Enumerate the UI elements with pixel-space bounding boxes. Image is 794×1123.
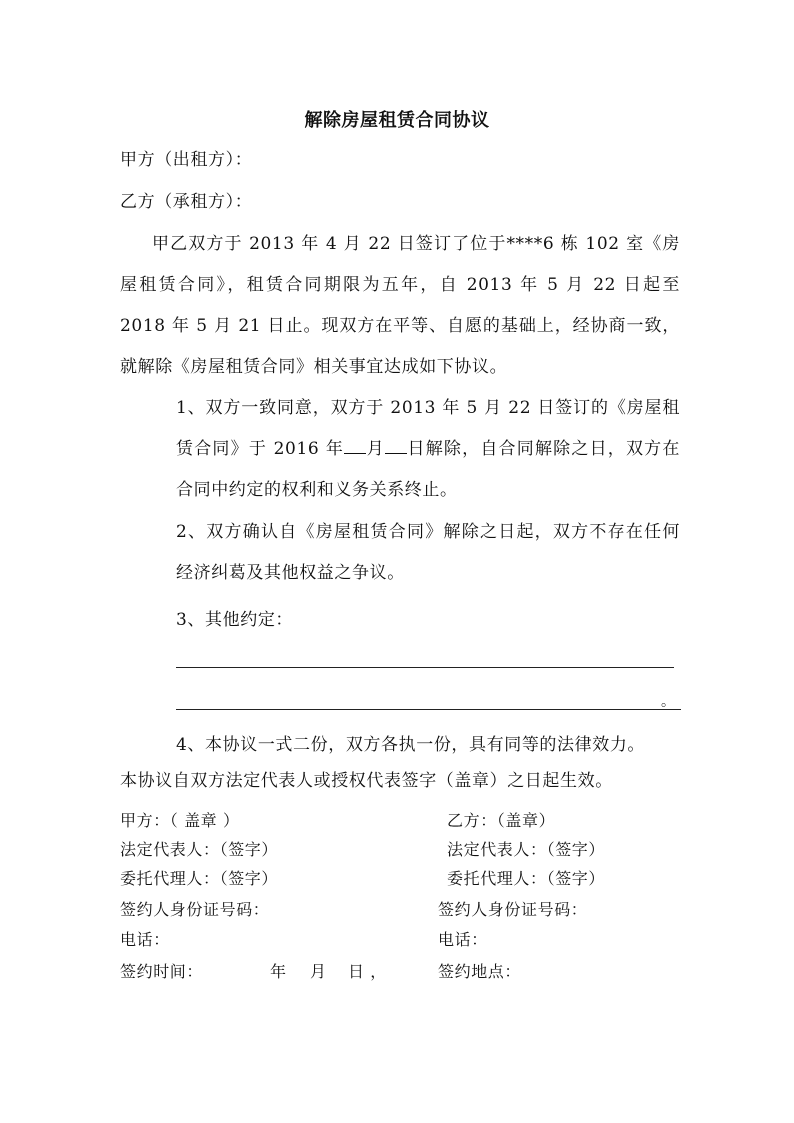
- day-blank[interactable]: [385, 439, 407, 454]
- clause-1-text-a: 1、双方一致同意，双方于 2013 年 5 月 22 日签订的《房屋租赁合同》于 2016 年: [176, 398, 680, 459]
- party-b-id-number: 签约人身份证号码：: [438, 900, 588, 919]
- clause-4: 4、本协议一式二份，双方各执一份，具有同等的法律效力。: [176, 735, 646, 755]
- party-a-id-number: 签约人身份证号码：: [120, 900, 270, 919]
- party-a-agent: 委托代理人：（签字）: [120, 869, 279, 888]
- party-b-seal: 乙方：（盖章）: [447, 811, 556, 830]
- clause-2: 2、双方确认自《房屋租赁合同》解除之日起，双方不存在任何经济纠葛及其他权益之争议。: [176, 522, 680, 583]
- party-b-phone: 电话：: [438, 930, 488, 949]
- other-terms-line-1[interactable]: [176, 667, 674, 668]
- party-b-label: 乙方（承租方）：: [120, 192, 253, 212]
- clause-3: 3、其他约定：: [176, 610, 294, 630]
- document-title: 解除房屋租赁合同协议: [304, 110, 490, 131]
- preamble-paragraph: 甲乙双方于 2013 年 4 月 22 日签订了位于****6 栋 102 室《房屋租赁合同》，租赁合同期限为五年，自 2013 年 5 月 22 日起至 2018 年 5 月 21 日止。现双方在平等、自愿的基础上，经协商一致，就解除《房屋租赁合同》相关事宜达成如下协议。: [120, 234, 680, 377]
- effective-clause: 本协议自双方法定代表人或授权代表签字（盖章）之日起生效。: [120, 771, 613, 791]
- sign-time-year: 年: [270, 962, 287, 981]
- other-terms-end-mark: 。: [661, 694, 675, 710]
- party-a-label: 甲方（出租方）：: [120, 150, 253, 170]
- party-b-legal-rep: 法定代表人：（签字）: [447, 840, 606, 859]
- party-a-legal-rep: 法定代表人：（签字）: [120, 840, 279, 859]
- sign-place-label: 签约地点：: [438, 962, 522, 981]
- other-terms-line-2[interactable]: [176, 709, 681, 710]
- clause-1: [176, 388, 680, 511]
- clause-1-text-b: 日解除，自合同解除之日，双方在合同中约定的权利和义务关系终止。: [176, 439, 680, 500]
- party-a-seal: 甲方：（ 盖章 ）: [120, 811, 240, 830]
- sign-time-day: 日 ，: [348, 962, 387, 981]
- sign-time-label: 签约时间：: [120, 962, 204, 981]
- clause-1-month: 月: [366, 439, 385, 459]
- sign-time-month: 月: [310, 962, 327, 981]
- month-blank[interactable]: [344, 439, 366, 454]
- party-a-phone: 电话：: [120, 930, 170, 949]
- party-b-agent: 委托代理人：（签字）: [447, 869, 606, 888]
